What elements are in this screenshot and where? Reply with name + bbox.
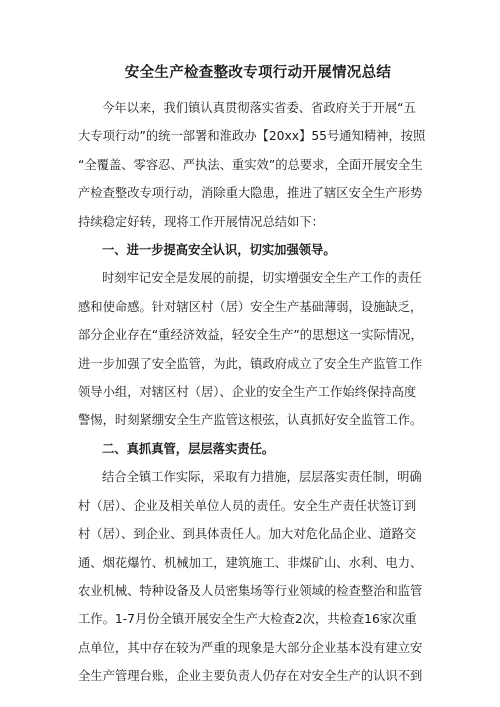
paragraph-line: 工作。1-7月份全镇开展安全生产大检查2次，共检查16家次重 [78, 612, 417, 627]
paragraph-line: 农业机械、特种设备及人员密集场等行业领域的检查整治和监管 [78, 583, 423, 598]
section-heading-1: 一、进一步提高安全认识，切实加强领导。 [102, 243, 336, 258]
paragraph-line: 进一步加强了安全监管，为此，镇政府成立了安全生产监管工作 [78, 356, 423, 371]
document-title: 安全生产检查整改专项行动开展情况总结 [124, 65, 392, 81]
intro-paragraph [78, 94, 438, 236]
paragraph-line: 村（居）、企业及相关单位人员的责任。安全生产责任状签订到 [78, 498, 417, 513]
paragraph-line: 领导小组，对辖区村（居）、企业的安全生产工作始终保持高度 [78, 385, 417, 400]
paragraph-line: 今年以来，我们镇认真贯彻落实省委、省政府关于开展“五 [102, 101, 416, 115]
paragraph-line: 结合全镇工作实际，采取有力措施，层层落实责任制，明确 [102, 470, 422, 485]
paragraph-line: 产检查整改专项行动，消除重大隐患，推进了辖区安全生产形势 [78, 186, 423, 201]
paragraph-line: 持续稳定好转，现将工作开展情况总结如下： [78, 214, 324, 229]
section-2-paragraph [78, 463, 438, 690]
section-1-paragraph [78, 264, 438, 434]
paragraph-line: 点单位，其中存在较为严重的现象是大部分企业基本没有建立安 [78, 640, 423, 655]
paragraph-line: “全覆盖、零容忍、严执法、重实效”的总要求，全面开展安全生 [78, 157, 423, 172]
paragraph-line: 部分企业存在“重经济效益，轻安全生产”的思想这一实际情况， [78, 328, 423, 343]
paragraph-line: 全生产管理台账，企业主要负责人仍存在对安全生产的认识不到 [78, 669, 423, 684]
document-page [78, 62, 438, 691]
paragraph-line: 通、烟花爆竹、机械加工，建筑施工、非煤矿山、水利、电力、 [78, 555, 423, 570]
paragraph-line: 大专项行动”的统一部署和淮政办【20xx】55号通知精神，按照 [78, 129, 426, 144]
paragraph-line: 村（居）、到企业、到具体责任人。加大对危化品企业、道路交 [78, 527, 417, 542]
section-heading-2: 二、真抓真管，层层落实责任。 [102, 441, 275, 456]
paragraph-line: 感和使命感。针对辖区村（居）安全生产基础薄弱，设施缺乏， [78, 299, 423, 314]
paragraph-line: 时刻牢记安全是发展的前提，切实增强安全生产工作的责任 [102, 271, 422, 286]
paragraph-line: 警惕，时刻紧绷安全生产监管这根弦，认真抓好安全监管工作。 [78, 413, 423, 428]
